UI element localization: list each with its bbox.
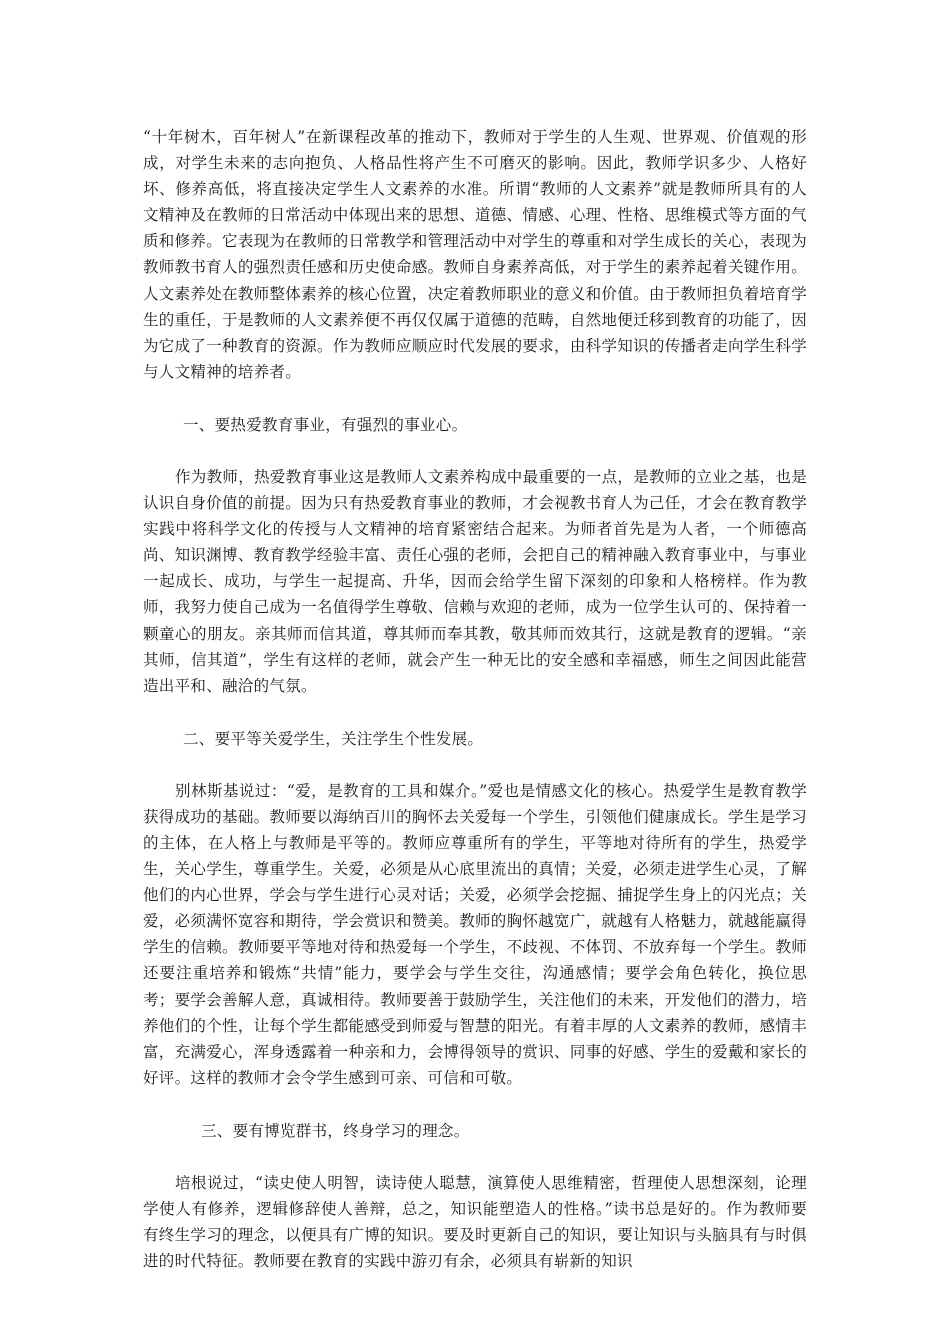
section-body-3: 培根说过，“读史使人明智，读诗使人聪慧，演算使人思维精密，哲理使人思想深刻，论理学使人有修养，逻辑修辞使人善辩，总之，知识能塑造人的性格。”读书总是好的。作为教师要有终生学习的理念，以便具有广博的知识。要及时更新自己的知识，要让知识与头脑具有与时俱进的时代特征。教师要在教育的实践中游刃有余，必须具有崭新的知识 — [143, 1173, 807, 1271]
paragraph-gap — [143, 385, 807, 412]
paragraph-gap — [143, 699, 807, 726]
paragraph-gap — [143, 1144, 807, 1170]
section-heading-3: 三、要有博览群书，终身学习的理念。 — [201, 1121, 470, 1140]
paragraph-gap — [143, 1091, 807, 1118]
section-heading-1: 一、要热爱教育事业，有强烈的事业心。 — [183, 415, 468, 434]
paragraph-gap — [143, 752, 807, 778]
document-body — [143, 124, 807, 1274]
paragraph-gap — [143, 438, 807, 464]
section-heading-2: 二、要平等关爱学生，关注学生个性发展。 — [183, 729, 484, 748]
section-body-2: 别林斯基说过：“爱，是教育的工具和媒介。”爱也是情感文化的核心。热爱学生是教育教学获得成功的基础。教师要以海纳百川的胸怀去关爱每一个学生，引领他们健康成长。学生是学习的主体，在人格上与教师是平等的。教师应尊重所有的学生，平等地对待所有的学生，热爱学生，关心学生，尊重学生。关爱，必须是从心底里流出的真情；关爱，必须走进学生心灵，了解他们的内心世界，学会与学生进行心灵对话；关爱，必须学会挖掘、捕捉学生身上的闪光点；关爱，必须满怀宽容和期待，学会赏识和赞美。教师的胸怀越宽广，就越有人格魅力，就越能赢得学生的信赖。教师要平等地对待和热爱每一个学生，不歧视、不体罚、不放弃每一个学生。教师还要注重培养和锻炼“共情”能力，要学会与学生交往，沟通感情；要学会角色转化，换位思考；要学会善解人意，真诚相待。教师要善于鼓励学生，关注他们的未来，开发他们的潜力，培养他们的个性，让每个学生都能感受到师爱与智慧的阳光。有着丰厚的人文素养的教师，感情丰富，充满爱心，浑身透露着一种亲和力，会博得领导的赏识、同事的好感、学生的爱戴和家长的好评。这样的教师才会令学生感到可亲、可信和可敬。 — [143, 781, 807, 1087]
section-body-1: 作为教师，热爱教育事业这是教师人文素养构成中最重要的一点，是教师的立业之基，也是认识自身价值的前提。因为只有热爱教育事业的教师，才会视教书育人为己任，才会在教育教学实践中将科学文化的传授与人文精神的培育紧密结合起来。为师者首先是为人者，一个师德高尚、知识渊博、教育教学经验丰富、责任心强的老师，会把自己的精神融入教育事业中，与事业一起成长、成功，与学生一起提高、升华，因而会给学生留下深刻的印象和人格榜样。作为教师，我努力使自己成为一名值得学生尊敬、信赖与欢迎的老师，成为一位学生认可的、保持着一颗童心的朋友。亲其师而信其道，尊其师而奉其教，敬其师而效其行，这就是教育的逻辑。“亲其师，信其道”，学生有这样的老师，就会产生一种无比的安全感和幸福感，师生之间因此能营造出平和、融洽的气氛。 — [143, 467, 808, 695]
intro-paragraph: “十年树木，百年树人”在新课程改革的推动下，教师对于学生的人生观、世界观、价值观的形成，对学生未来的志向抱负、人格品性将产生不可磨灭的影响。因此，教师学识多少、人格好坏、修养高低，将直接决定学生人文素养的水准。所谓“教师的人文素养”就是教师所具有的人文精神及在教师的日常活动中体现出来的思想、道德、情感、心理、性格、思维模式等方面的气质和修养。它表现为在教师的日常教学和管理活动中对学生的尊重和对学生成长的关心，表现为教师教书育人的强烈责任感和历史使命感。教师自身素养高低，对于学生的素养起着关键作用。人文素养处在教师整体素养的核心位置，决定着教师职业的意义和价值。由于教师担负着培育学生的重任，于是教师的人文素养便不再仅仅属于道德的范畴，自然地便迁移到教育的功能了，因为它成了一种教育的资源。作为教师应顺应时代发展的要求，由科学知识的传播者走向学生科学与人文精神的培养者。 — [143, 128, 807, 381]
